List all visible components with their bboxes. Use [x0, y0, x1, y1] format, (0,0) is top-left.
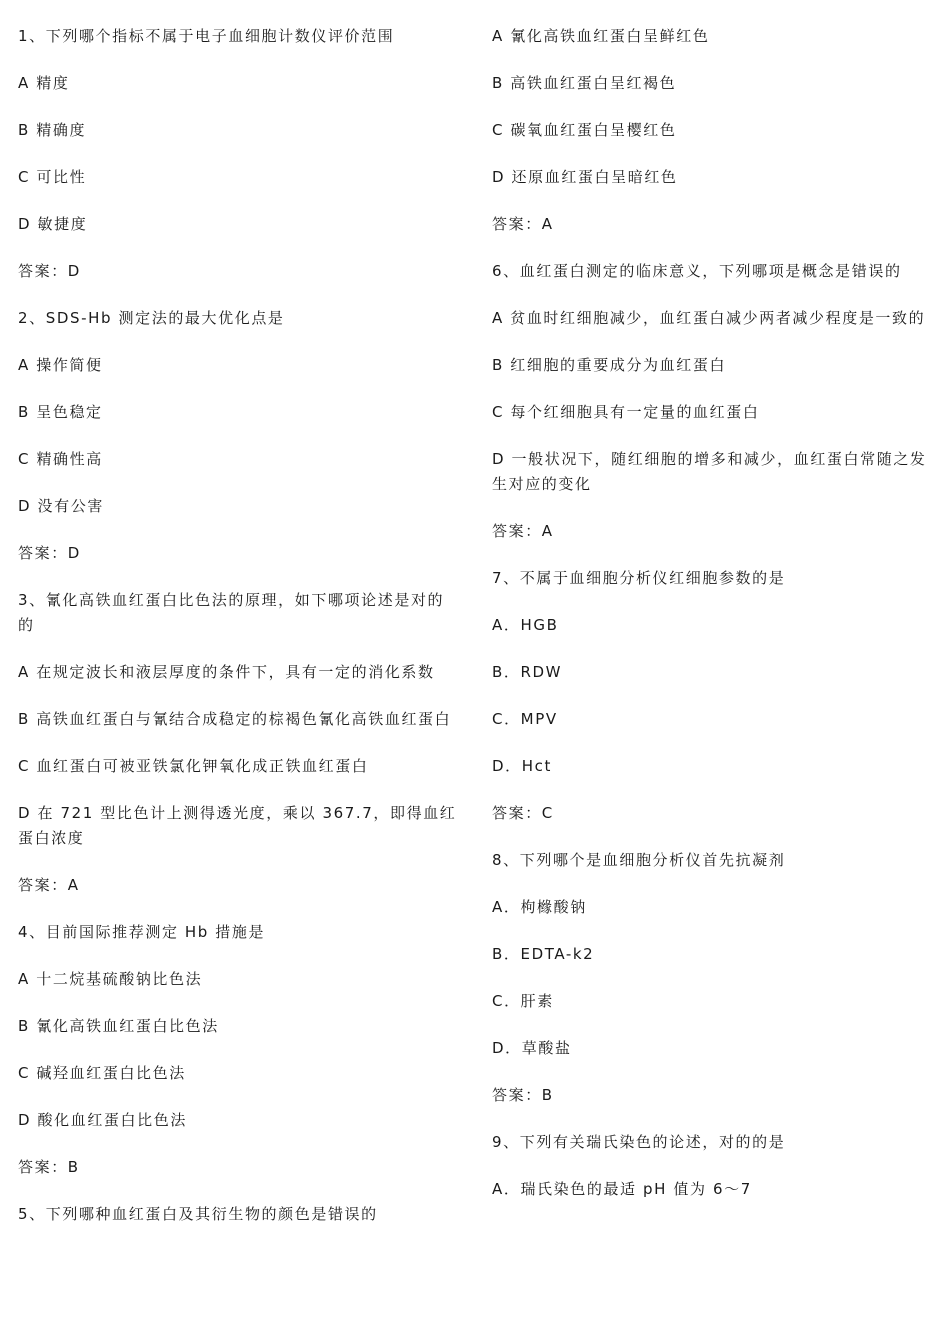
text-line: D 还原血红蛋白呈暗红色: [492, 168, 678, 186]
text-line: 答案：C: [492, 804, 554, 822]
text-line: 答案：A: [492, 522, 554, 540]
text-line: B 红细胞的重要成分为血红蛋白: [492, 356, 727, 374]
text-line: C 碳氧血红蛋白呈樱红色: [492, 121, 677, 139]
text-line: B 呈色稳定: [18, 403, 103, 421]
text-line: 答案：D: [18, 262, 81, 280]
text-line: B 精确度: [18, 121, 87, 139]
text-line: C 精确性高: [18, 450, 103, 468]
text-line: 4、目前国际推荐测定 Hb 措施是: [18, 923, 266, 941]
text-line: C 血红蛋白可被亚铁氯化钾氧化成正铁血红蛋白: [18, 757, 369, 775]
text-line: A 氰化高铁血红蛋白呈鲜红色: [492, 27, 710, 45]
text-line: D．草酸盐: [492, 1039, 572, 1057]
text-line: D 酸化血红蛋白比色法: [18, 1111, 187, 1129]
text-line: A．HGB: [492, 616, 559, 634]
text-line: B 氰化高铁血红蛋白比色法: [18, 1017, 219, 1035]
text-line: 9、下列有关瑞氏染色的论述，对的的是: [492, 1133, 786, 1151]
text-line: D 敏捷度: [18, 215, 88, 233]
text-line: B．RDW: [492, 663, 563, 681]
text-line: 5、下列哪种血红蛋白及其衍生物的颜色是错误的: [18, 1205, 378, 1223]
text-line: C．MPV: [492, 710, 558, 728]
left-column: [18, 24, 460, 1249]
text-line: 7、不属于血细胞分析仪红细胞参数的是: [492, 569, 786, 587]
text-line: 答案：D: [18, 544, 81, 562]
text-line: 2、SDS-Hb 测定法的最大优化点是: [18, 309, 285, 327]
text-line: B 高铁血红蛋白与氰结合成稳定的棕褐色氰化高铁血红蛋白: [18, 710, 452, 728]
text-line: A 贫血时红细胞减少，血红蛋白减少两者减少程度是一致的: [492, 309, 926, 327]
text-line: A 操作简便: [18, 356, 103, 374]
text-line: D 一般状况下，随红细胞的增多和减少，血红蛋白常随之发生对应的变化: [492, 450, 927, 493]
text-line: D 没有公害: [18, 497, 104, 515]
text-line: B 高铁血红蛋白呈红褐色: [492, 74, 677, 92]
right-column: [492, 24, 934, 1224]
text-line: 3、氰化高铁血红蛋白比色法的原理，如下哪项论述是对的的: [18, 591, 445, 634]
text-line: A．枸橼酸钠: [492, 898, 587, 916]
text-line: C 碱羟血红蛋白比色法: [18, 1064, 186, 1082]
text-line: 6、血红蛋白测定的临床意义，下列哪项是概念是错误的: [492, 262, 902, 280]
text-line: 答案：A: [492, 215, 554, 233]
text-line: 答案：A: [18, 876, 80, 894]
text-line: 答案：B: [18, 1158, 80, 1176]
text-line: B．EDTA-k2: [492, 945, 595, 963]
text-line: A．瑞氏染色的最适 pH 值为 6～7: [492, 1180, 752, 1198]
text-line: A 十二烷基硫酸钠比色法: [18, 970, 203, 988]
text-line: A 在规定波长和液层厚度的条件下，具有一定的消化系数: [18, 663, 435, 681]
text-line: 1、下列哪个指标不属于电子血细胞计数仪评价范围: [18, 27, 395, 45]
text-line: 答案：B: [492, 1086, 554, 1104]
text-line: C 可比性: [18, 168, 87, 186]
text-line: C 每个红细胞具有一定量的血红蛋白: [492, 403, 760, 421]
text-line: 8、下列哪个是血细胞分析仪首先抗凝剂: [492, 851, 786, 869]
text-line: A 精度: [18, 74, 70, 92]
text-line: D．Hct: [492, 757, 552, 775]
text-line: D 在 721 型比色计上测得透光度，乘以 367.7，即得血红蛋白浓度: [18, 804, 457, 847]
text-line: C．肝素: [492, 992, 554, 1010]
